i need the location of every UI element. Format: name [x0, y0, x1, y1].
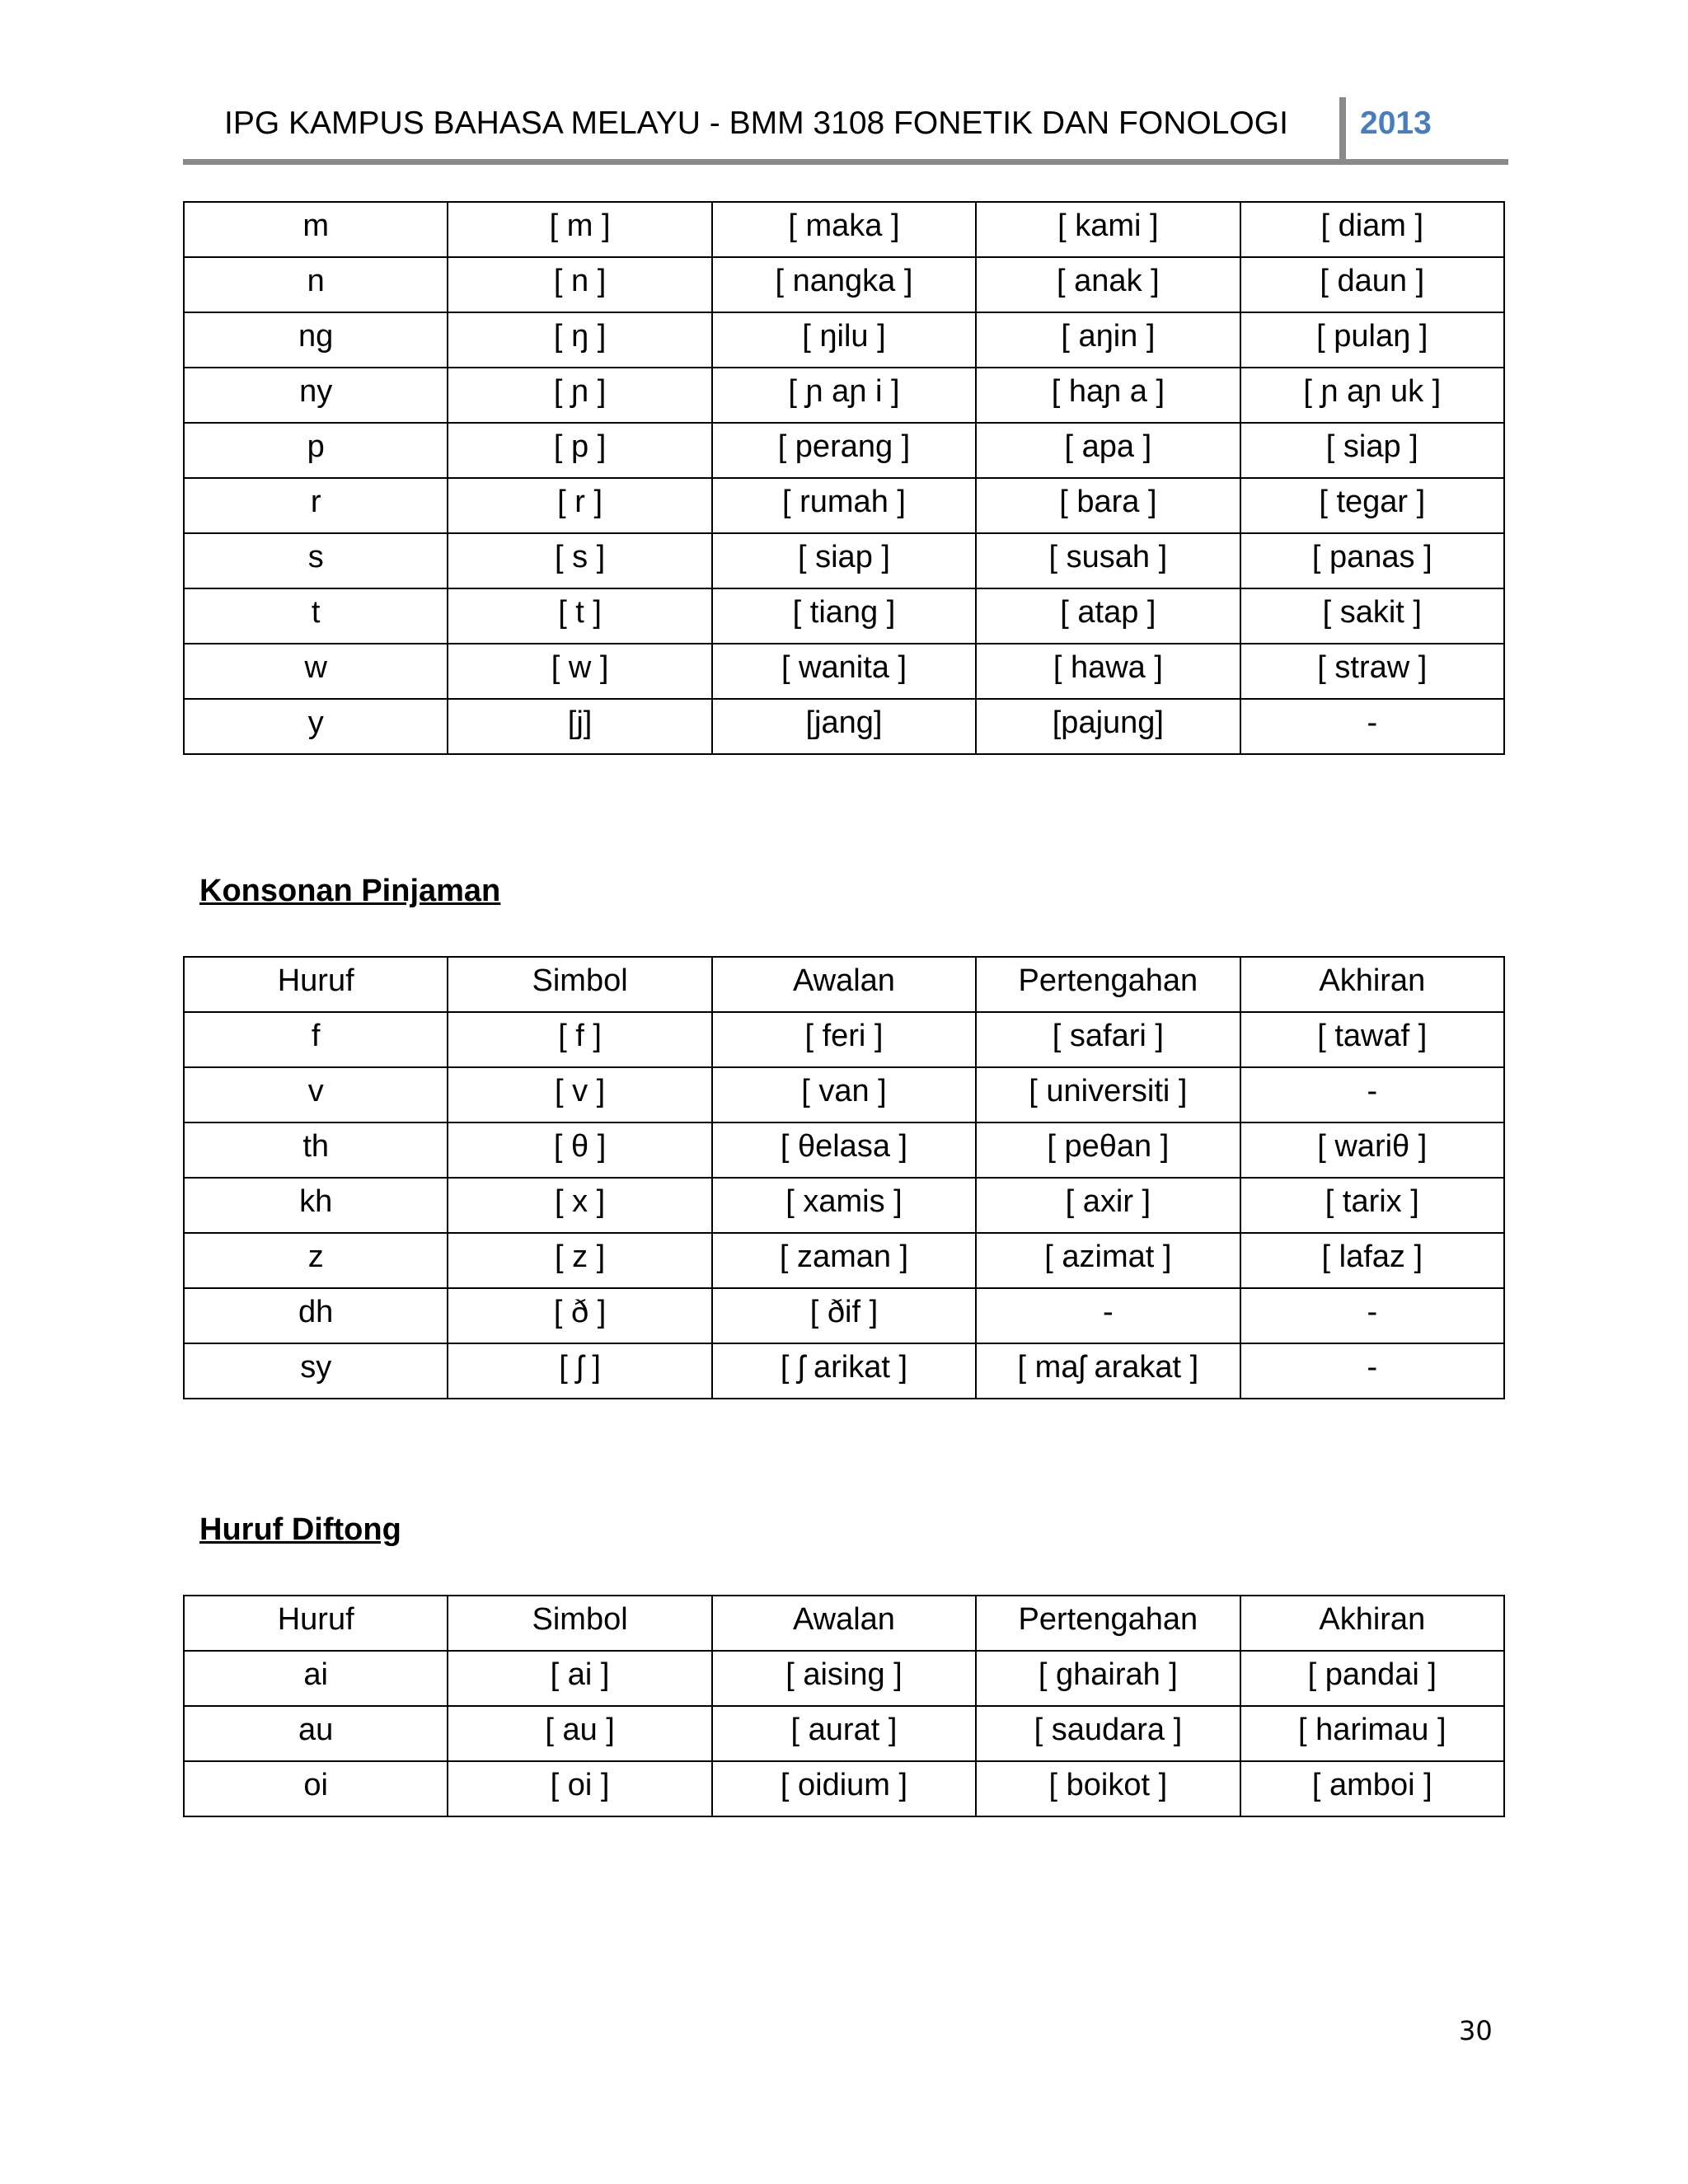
table-cell: Huruf [184, 1596, 448, 1651]
table-cell: v [184, 1067, 448, 1122]
table-cell: [ oi ] [448, 1761, 711, 1816]
table-cell: Akhiran [1240, 957, 1504, 1012]
table-cell: t [184, 588, 448, 644]
table-cell: [ oidium ] [712, 1761, 976, 1816]
header-divider [1339, 97, 1346, 160]
table-cell: ai [184, 1651, 448, 1706]
table-cell: [ ghairah ] [976, 1651, 1240, 1706]
table-cell: - [1240, 1343, 1504, 1399]
loan-consonants-heading: Konsonan Pinjaman [199, 874, 501, 908]
table-cell: p [184, 423, 448, 478]
table-cell: [ tarix ] [1240, 1178, 1504, 1233]
table-cell: [ xamis ] [712, 1178, 976, 1233]
table-row [184, 202, 1504, 257]
table-cell: [ siap ] [712, 533, 976, 588]
table-cell: [ ai ] [448, 1651, 711, 1706]
table-cell: [ n ] [448, 257, 711, 312]
table-cell: [ feri ] [712, 1012, 976, 1067]
table-cell: [ ʃ arikat ] [712, 1343, 976, 1399]
table-cell: n [184, 257, 448, 312]
table-cell: [ diam ] [1240, 202, 1504, 257]
table-row [184, 699, 1504, 754]
table-cell: [ ɲ aɲ uk ] [1240, 368, 1504, 423]
table-cell: [pajung] [976, 699, 1240, 754]
table-row [184, 1178, 1504, 1233]
table-cell: [ au ] [448, 1706, 711, 1761]
table-cell: [ tiang ] [712, 588, 976, 644]
table-cell: [ ðif ] [712, 1288, 976, 1343]
table-cell: ny [184, 368, 448, 423]
table-cell: s [184, 533, 448, 588]
table-cell: [ ŋilu ] [712, 312, 976, 368]
table-row [184, 312, 1504, 368]
table-cell: [ ʃ ] [448, 1343, 711, 1399]
table-cell: [ θ ] [448, 1122, 711, 1178]
table-row [184, 1706, 1504, 1761]
table-row [184, 1761, 1504, 1816]
table-cell: [ m ] [448, 202, 711, 257]
table-cell: Huruf [184, 957, 448, 1012]
table-cell: - [1240, 1067, 1504, 1122]
table-cell: z [184, 1233, 448, 1288]
table-cell: [ safari ] [976, 1012, 1240, 1067]
table-cell: [ r ] [448, 478, 711, 533]
table-cell: [ ɲ ] [448, 368, 711, 423]
header-title: IPG KAMPUS BAHASA MELAYU - BMM 3108 FONETIK DAN FONOLOGI [224, 105, 1288, 141]
table-cell: [ ɲ aɲ i ] [712, 368, 976, 423]
table-header-row [184, 1596, 1504, 1651]
table-row [184, 257, 1504, 312]
table-row [184, 1651, 1504, 1706]
diphthong-heading: Huruf Diftong [199, 1512, 401, 1547]
table-cell: [ ð ] [448, 1288, 711, 1343]
table-cell: Pertengahan [976, 957, 1240, 1012]
table-row [184, 368, 1504, 423]
table-row [184, 1012, 1504, 1067]
table-cell: - [1240, 1288, 1504, 1343]
table-cell: [ panas ] [1240, 533, 1504, 588]
table-row [184, 1067, 1504, 1122]
table-cell: [ peθan ] [976, 1122, 1240, 1178]
table-cell: [ azimat ] [976, 1233, 1240, 1288]
table-cell: [ haɲ a ] [976, 368, 1240, 423]
table-cell: [ f ] [448, 1012, 711, 1067]
table-cell: [ x ] [448, 1178, 711, 1233]
table-cell: [ w ] [448, 644, 711, 699]
table-cell: [ perang ] [712, 423, 976, 478]
table-cell: [ saudara ] [976, 1706, 1240, 1761]
table-cell: [ nangka ] [712, 257, 976, 312]
table-cell: [ aŋin ] [976, 312, 1240, 368]
table-row [184, 423, 1504, 478]
table-cell: [ bara ] [976, 478, 1240, 533]
table-row [184, 478, 1504, 533]
table-cell: m [184, 202, 448, 257]
table-cell: [ axir ] [976, 1178, 1240, 1233]
table-cell: ng [184, 312, 448, 368]
table-cell: - [976, 1288, 1240, 1343]
table-cell: [ zaman ] [712, 1233, 976, 1288]
page-number: 30 [1459, 2015, 1493, 2046]
table-cell: [ θelasa ] [712, 1122, 976, 1178]
table-cell: [ wanita ] [712, 644, 976, 699]
header-year: 2013 [1360, 105, 1432, 141]
table-cell: [ aising ] [712, 1651, 976, 1706]
table-cell: dh [184, 1288, 448, 1343]
table-cell: [ v ] [448, 1067, 711, 1122]
table-cell: Awalan [712, 1596, 976, 1651]
table-cell: [ s ] [448, 533, 711, 588]
table-cell: [ tawaf ] [1240, 1012, 1504, 1067]
table-cell: [ universiti ] [976, 1067, 1240, 1122]
loan-consonant-table [183, 956, 1505, 1399]
table-cell: [ van ] [712, 1067, 976, 1122]
table-cell: sy [184, 1343, 448, 1399]
table-cell: [ t ] [448, 588, 711, 644]
table-cell: [ pandai ] [1240, 1651, 1504, 1706]
table-row [184, 644, 1504, 699]
table-cell: th [184, 1122, 448, 1178]
table-cell: [j] [448, 699, 711, 754]
table-cell: [ susah ] [976, 533, 1240, 588]
table-cell: [ hawa ] [976, 644, 1240, 699]
table-cell: w [184, 644, 448, 699]
table-cell: Awalan [712, 957, 976, 1012]
table-cell: [ rumah ] [712, 478, 976, 533]
table-cell: Simbol [448, 1596, 711, 1651]
table-cell: [ ŋ ] [448, 312, 711, 368]
table-cell: [ wariθ ] [1240, 1122, 1504, 1178]
table-cell: Akhiran [1240, 1596, 1504, 1651]
table-cell: y [184, 699, 448, 754]
table-cell: [ harimau ] [1240, 1706, 1504, 1761]
table-cell: kh [184, 1178, 448, 1233]
table-cell: [ pulaŋ ] [1240, 312, 1504, 368]
table-row [184, 588, 1504, 644]
table-cell: [ sakit ] [1240, 588, 1504, 644]
table-cell: [jang] [712, 699, 976, 754]
table-cell: [ amboi ] [1240, 1761, 1504, 1816]
table-row [184, 1122, 1504, 1178]
table-cell: f [184, 1012, 448, 1067]
table-row [184, 1233, 1504, 1288]
table-row [184, 533, 1504, 588]
table-cell: [ maka ] [712, 202, 976, 257]
table-cell: [ p ] [448, 423, 711, 478]
table-cell: [ maʃ arakat ] [976, 1343, 1240, 1399]
table-cell: [ siap ] [1240, 423, 1504, 478]
table-cell: [ apa ] [976, 423, 1240, 478]
table-cell: [ kami ] [976, 202, 1240, 257]
table-row [184, 1343, 1504, 1399]
table-header-row [184, 957, 1504, 1012]
table-cell: [ atap ] [976, 588, 1240, 644]
table-cell: [ straw ] [1240, 644, 1504, 699]
table-cell: r [184, 478, 448, 533]
table-cell: - [1240, 699, 1504, 754]
table-cell: [ daun ] [1240, 257, 1504, 312]
diphthong-table [183, 1595, 1505, 1817]
table-cell: [ aurat ] [712, 1706, 976, 1761]
table-cell: [ boikot ] [976, 1761, 1240, 1816]
table-row [184, 1288, 1504, 1343]
table-cell: Pertengahan [976, 1596, 1240, 1651]
table-cell: [ lafaz ] [1240, 1233, 1504, 1288]
table-cell: oi [184, 1761, 448, 1816]
table-cell: [ z ] [448, 1233, 711, 1288]
table-cell: au [184, 1706, 448, 1761]
table-cell: [ anak ] [976, 257, 1240, 312]
consonant-table [183, 201, 1505, 755]
table-cell: Simbol [448, 957, 711, 1012]
page-header [183, 97, 1508, 165]
table-cell: [ tegar ] [1240, 478, 1504, 533]
